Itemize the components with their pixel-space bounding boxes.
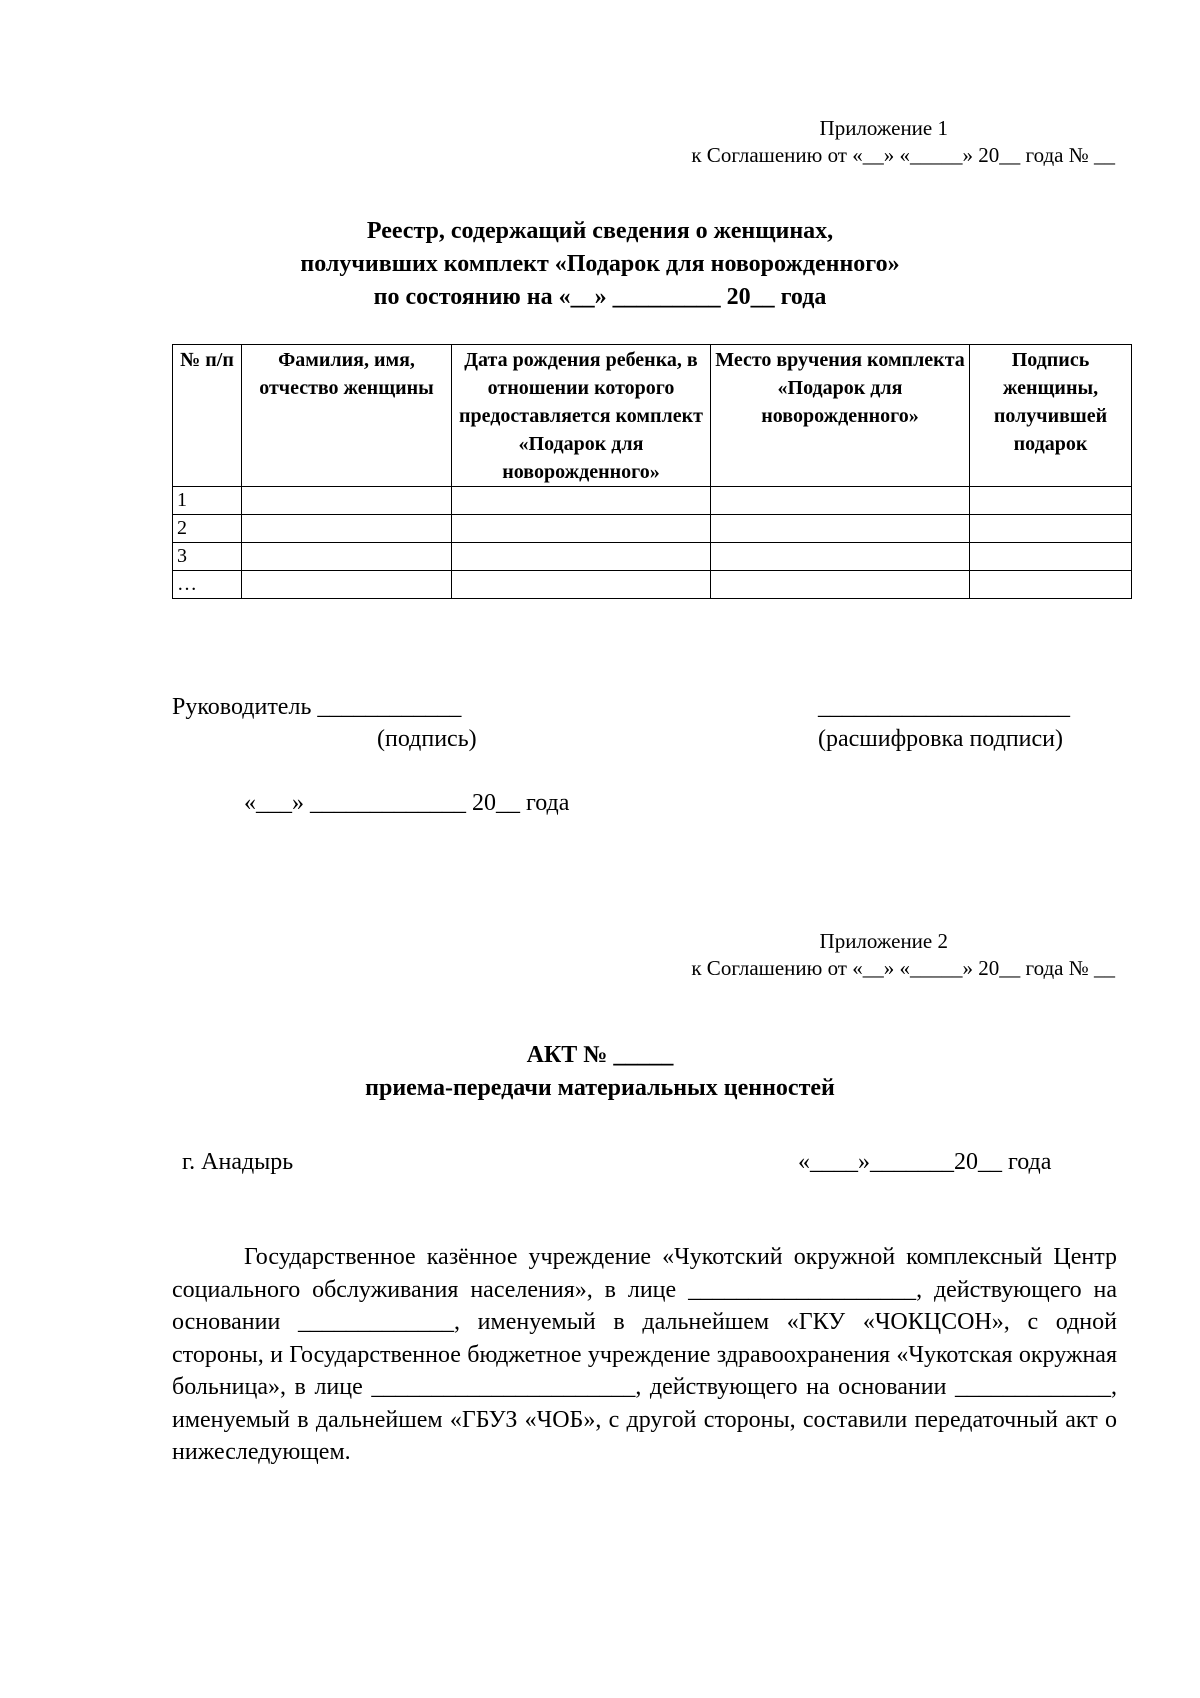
row-number-cell: 1 [173, 487, 242, 515]
table-cell[interactable] [452, 515, 711, 543]
appendix2-label: Приложение 2 [819, 929, 948, 953]
table-cell[interactable] [970, 543, 1132, 571]
act-title-line1: АКТ № _____ [526, 1042, 674, 1068]
registry-title-line1: Реестр, содержащий сведения о женщинах, [366, 218, 834, 244]
registry-title-line2: получивших комплект «Подарок для новорожденного» [300, 251, 900, 277]
header-full-name: Фамилия, имя, отчество женщины [242, 345, 452, 487]
head-signature-line: Руководитель ____________ [172, 694, 462, 720]
table-cell[interactable] [711, 571, 970, 599]
signature-date: «___» _____________ 20__ года [244, 790, 570, 816]
row-number-cell: 2 [173, 515, 242, 543]
act-body-text: Государственное казённое учреждение «Чукотский окружной комплексный Центр социального обслуживания населения», в лице ___________________, действующего на основании _____________, именуемый в дальнейшем «ГКУ «ЧОКЦСОН», с одной стороны, и Государственное бюджетное учреждение здравоохранения «Чукотская окружная больница», в лице ______________________, действующего на основании _____________, именуемый в дальнейшем «ГБУЗ «ЧОБ», с другой стороны, составили передаточный акт о нижеследующем. [172, 1244, 1117, 1465]
row-number-cell: … [173, 571, 242, 599]
table-row [173, 515, 1132, 543]
registry-table [172, 344, 1132, 599]
appendix2-ref: к Соглашению от «__» «_____» 20__ года № __ [691, 956, 1115, 980]
header-delivery-place: Место вручения комплекта «Подарок для новорожденного» [711, 345, 970, 487]
appendix1-label: Приложение 1 [819, 116, 948, 140]
act-body-paragraph [172, 1241, 1117, 1469]
table-cell[interactable] [452, 543, 711, 571]
table-cell[interactable] [970, 571, 1132, 599]
table-cell[interactable] [242, 487, 452, 515]
header-child-birth-date: Дата рождения ребенка, в отношении которого предоставляется комплект «Подарок для новорожденного» [452, 345, 711, 487]
row-number-cell: 3 [173, 543, 242, 571]
signature-decode-caption: (расшифровка подписи) [818, 726, 1063, 752]
table-cell[interactable] [970, 515, 1132, 543]
table-cell[interactable] [452, 571, 711, 599]
appendix2-header [515, 928, 1115, 988]
act-title-line2: приема-передачи материальных ценностей [365, 1075, 835, 1101]
registry-title-line3: по состоянию на «__» _________ 20__ года [373, 284, 827, 310]
table-row [173, 571, 1132, 599]
table-row [173, 487, 1132, 515]
signature-caption: (подпись) [377, 726, 477, 752]
act-city: г. Анадырь [182, 1149, 294, 1175]
signature-decode-line: _____________________ [818, 694, 1070, 720]
appendix1-header [515, 115, 1115, 175]
header-signature: Подпись женщины, получившей подарок [970, 345, 1132, 487]
table-cell[interactable] [711, 543, 970, 571]
appendix1-ref: к Соглашению от «__» «_____» 20__ года № __ [691, 143, 1115, 167]
table-cell[interactable] [242, 543, 452, 571]
table-row [173, 543, 1132, 571]
act-date: «____»_______20__ года [798, 1149, 1052, 1175]
table-cell[interactable] [242, 515, 452, 543]
table-cell[interactable] [711, 487, 970, 515]
table-cell[interactable] [452, 487, 711, 515]
table-header-row [173, 345, 1132, 487]
header-number: № п/п [173, 345, 242, 487]
table-cell[interactable] [242, 571, 452, 599]
table-cell[interactable] [711, 515, 970, 543]
table-cell[interactable] [970, 487, 1132, 515]
